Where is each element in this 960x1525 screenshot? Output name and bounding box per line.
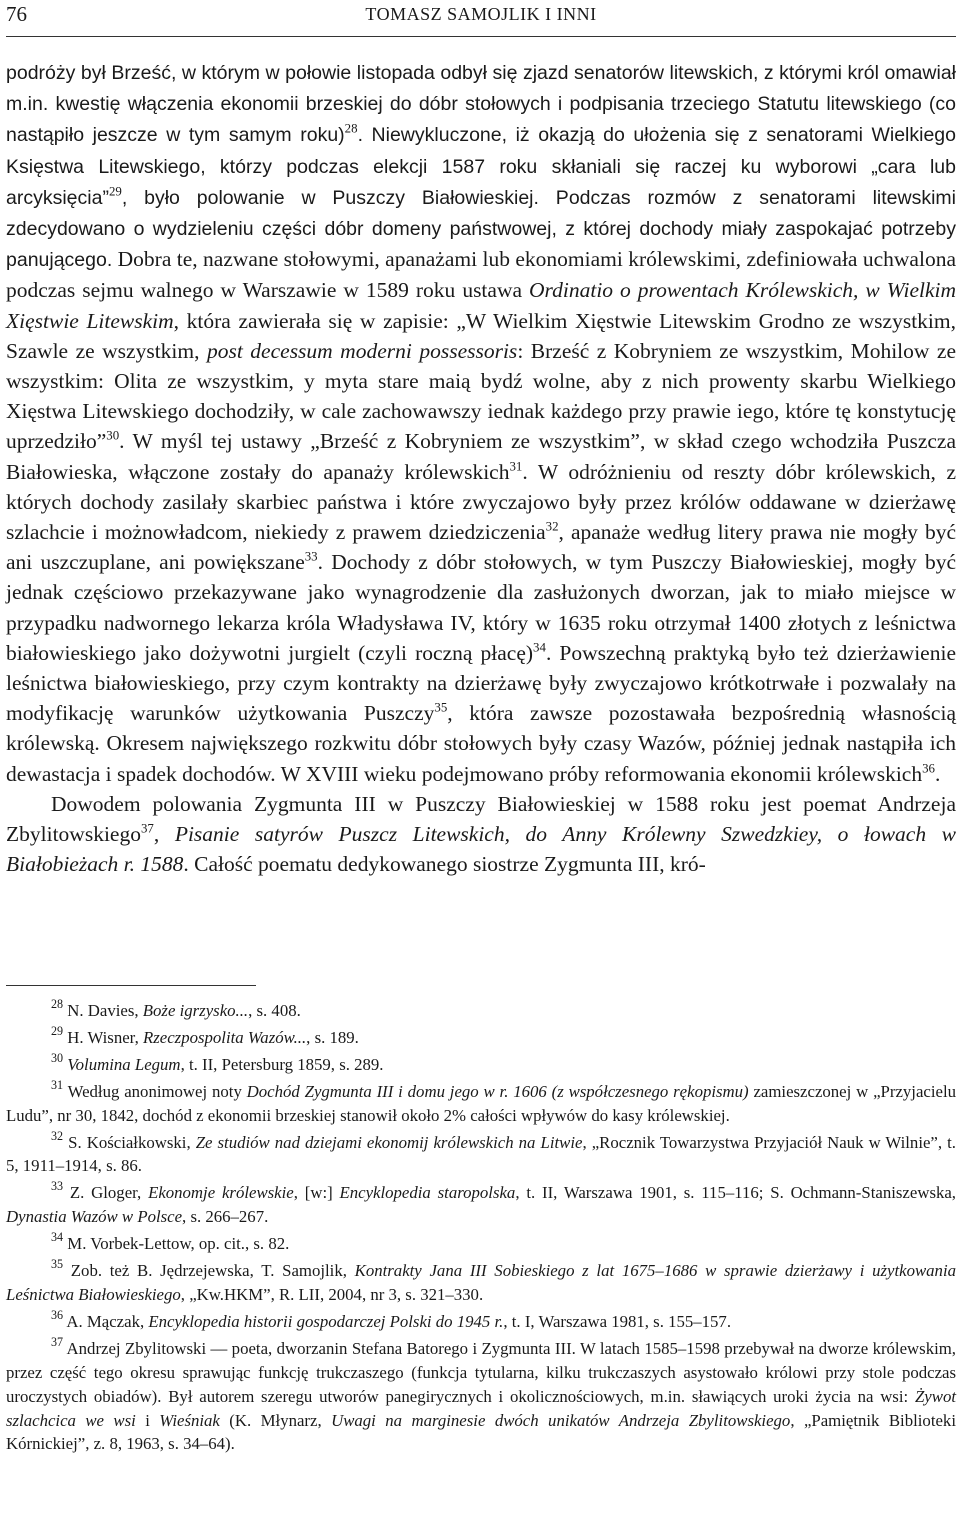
text-run: , „Pamiętnik Biblioteki Kórnickiej”, z. 8, 1963, s. 34–64). [6, 1410, 956, 1454]
footnote-ref: 34 [51, 1230, 64, 1245]
text-run: . W odróżnieniu od reszty dóbr królewskich, z których dochody zasilały skarbiec państwa i które zwyczajowo były przez królów oddawane w dzierżawę szlachcie i możnowładcom, niekiedy z prawem dziedziczenia [6, 459, 957, 545]
text-run: N. Davies, [63, 1001, 143, 1020]
text-run: , [153, 822, 175, 847]
footnote [6, 1181, 956, 1229]
footnote-ref: 36 [51, 1308, 64, 1323]
text-run: Dowodem polowania Zygmunta III w Puszczy Białowieskiej w 1588 roku jest poemat Andrzeja Zbylitowskiego [6, 791, 956, 847]
text-run: (K. Młynarz, [219, 1410, 332, 1430]
italic-text: Boże igrzysko... [142, 1001, 249, 1020]
footnote [6, 1232, 956, 1256]
footnote [6, 1026, 956, 1050]
text-run: H. Wisner, [63, 1027, 143, 1047]
text-run: Andrzej Zbylitowski — poeta, dworzanin Stefana Batorego i Zygmunta III. W latach 1585–1598 przebywał na dworze królewskim, przez część tego okresu sprawując funkcję trukczaszego (funkcja tytularna, kilku trukczaszych asystowało królowi przy stole podczas uroczystych obiadów). Był autorem szeregu utworów panegirycznych i okolicznościowych, m.in. sławiących uroki życia na wsi: [6, 1338, 956, 1406]
footnote-ref: 30 [51, 1050, 64, 1065]
text-run: , [w:] [293, 1183, 340, 1203]
footnote [6, 1259, 956, 1307]
italic-text: Ordinatio o prowentach Królewskich, w Wielkim Xięstwie Litewskim [6, 278, 956, 333]
italic-text: Encyklopedia staropolska [339, 1183, 516, 1203]
text-run: Według anonimowej noty [63, 1081, 247, 1101]
text-run: . W myśl tej ustawy „Brześć z Kobryniem ze wszystkim”, w skład czego wchodziła Puszcza Białowieska, włączone zostały do apanaży królewskich [6, 429, 956, 484]
text-run: , która zawierała się w zapisie: „W Wielkim Xięstwie Litewskim Grodno ze wszystkim, Szawle ze wszystkim, [6, 308, 956, 363]
footnotes [6, 999, 956, 1459]
running-head: TOMASZ SAMOJLIK I INNI [365, 4, 597, 24]
footnote-rule [6, 985, 256, 986]
footnote [6, 1128, 956, 1179]
italic-text: Wieśniak [159, 1410, 220, 1430]
page-header [6, 2, 956, 34]
text-run: Zob. też B. Jędrzejewska, T. Samojlik, [63, 1261, 355, 1281]
footnote-ref: 37 [51, 1334, 64, 1349]
text-run: i [135, 1410, 160, 1430]
body-paragraph [6, 789, 956, 880]
italic-text: Rzeczpospolita Wazów... [143, 1027, 307, 1047]
italic-text: Ekonomje królewskie [148, 1183, 294, 1203]
italic-text: Kontrakty Jana III Sobieskiego z lat 1675–1686 w sprawie dzierżawy i użytkowania Leśnictwa Białowieskiego [6, 1261, 956, 1304]
footnote [6, 1334, 956, 1457]
text-run: , „Rocznik Towarzystwa Przyjaciół Nauk w Wilnie”, t. 5, 1911–1914, s. 86. [6, 1132, 956, 1176]
text-run: zamieszczonej w „Przyjacielu Ludu”, nr 30, 1842, dochód z ekonomii brzeskiej stanowił około 2% całości wpływów do kasy królewskiej. [6, 1081, 957, 1125]
body-text [6, 57, 956, 879]
footnote-ref: 28 [51, 997, 64, 1012]
text-run: S. Kościałkowski, [63, 1132, 196, 1152]
text-run: , było polowanie w Puszczy Białowieskiej. Podczas rozmów z senatorami litewskimi zdecydowano o wydzieleniu części dóbr domeny państwowej, z której dochody miały zaspokajać potrzeby panującego. [6, 186, 956, 272]
italic-text: post decessum moderni possessoris [206, 338, 518, 363]
text-run: . Powszechną praktyką było też dzierżawienie leśnictwa białowieskiego, przy czym kontrakty na dzierżawę były zwyczajowo krótkotrwałe i pozwalały na modyfikację warunków użytkowania Puszczy [6, 640, 956, 726]
text-run: , s. 266–267. [182, 1207, 269, 1227]
text-run: A. Mączak, [63, 1311, 149, 1331]
footnote-ref: 32 [51, 1128, 64, 1143]
text-run: , „Kw.HKM”, R. LII, 2004, nr 3, s. 321–330. [180, 1284, 484, 1304]
italic-text: Dochód Zygmunta III i domu jego w r. 1606 (z współczesnego rękopismu) [246, 1081, 749, 1101]
document-page [6, 0, 956, 1525]
page-number: 76 [6, 2, 27, 26]
text-run: . [934, 761, 941, 786]
text-run: , która zawsze pozostawała bezpośrednią własnością królewską. Okresem największego rozkwitu dóbr stołowych były czasy Wazów, później jednak nastąpiła ich dewastacja i spadek dochodów. W XVIII wieku podejmowano próby reformowania ekonomii królewskich [6, 701, 956, 786]
footnote-ref: 32 [545, 519, 559, 534]
footnote-ref: 37 [140, 821, 154, 836]
text-run: Dobra te, nazwane stołowymi, apanażami lub ekonomiami królewskimi, zdefiniowała uchwalona podczas sejmu walnego w Warszawie w 1589 roku ustawa [6, 247, 956, 303]
body-paragraph [6, 57, 956, 789]
text-run: , t. II, Warszawa 1901, s. 115–116; S. Ochmann-Staniszewska, [515, 1183, 957, 1203]
footnote [6, 999, 956, 1023]
italic-text: Volumina Legum [67, 1054, 181, 1074]
text-run: , apanaże według litery prawa nie mogły być ani uszczuplane, ani powiększane [6, 520, 956, 575]
footnote-ref: 33 [51, 1179, 64, 1194]
header-rule [6, 36, 956, 37]
footnote-ref: 29 [51, 1024, 64, 1039]
italic-text: Żywot szlachcica we wsi [6, 1386, 956, 1430]
text-run: : Brześć z Kobryniem ze wszystkim, Mohilow ze wszystkim: Olita ze wszystkim, y myta stare maią bydź wolne, aby z nich prowenty skarbu Wielkiego Xięstwa Litewskiego dochodziły, w cale zachowawszy iednak każdego przy prawie iego, które tę konstytucję uprzedziło” [6, 338, 957, 454]
text-run: , s. 408. [248, 1001, 301, 1020]
text-run: podróży był Brześć, w którym w połowie listopada odbył się zjazd senatorów litewskich, z którymi król omawiał m.in. kwestię włączenia ekonomii brzeskiej do dóbr stołowych i podpisania trzeciego Statutu litewskiego (co nastąpiło jeszcze w tym samym roku) [6, 62, 956, 147]
footnote-ref: 35 [434, 700, 448, 715]
footnote [6, 1310, 956, 1334]
footnote-ref: 30 [106, 429, 120, 444]
text-run: . Niewykluczone, iż okazją do ułożenia się z senatorami Wielkiego Księstwa Litewskiego, którzy podczas elekcji 1587 roku skłaniali się raczej ku wyborowi „cara lub arcyksięcia” [6, 124, 956, 209]
footnote [6, 1077, 957, 1128]
text-run: M. Vorbek-Lettow, op. cit., s. 82. [63, 1234, 290, 1254]
italic-text: Pisanie satyrów Puszcz Litewskich, do Anny Królewny Szwedzkiey, o łowach w Białobieżach r. 1588 [6, 822, 956, 877]
footnote-ref: 31 [509, 459, 523, 474]
footnote-ref: 29 [108, 184, 122, 199]
italic-text: Dynastia Wazów w Polsce [6, 1207, 183, 1227]
text-run: . Dochody z dóbr stołowych, w tym Puszczy Białowieskiej, mogły być jednak częściowo przekazywane jako wynagrodzenie dla zasłużonych dworzan, jak to miało miejsce w przypadku nadwornego lekarza króla Władysława IV, który w 1635 roku otrzymał 1400 złotych z leśnictwa białowieskiego jako dożywotni jurgielt (czyli roczną płacę) [6, 550, 956, 665]
footnote-ref: 31 [51, 1077, 64, 1092]
italic-text: Uwagi na marginesie dwóch unikatów Andrzeja Zbylitowskiego [331, 1410, 791, 1430]
footnote-ref: 35 [51, 1257, 64, 1272]
footnote-ref: 36 [922, 761, 935, 776]
text-run: , t. I, Warszawa 1981, s. 155–157. [503, 1311, 732, 1331]
text-run: Z. Gloger, [63, 1183, 149, 1203]
italic-text: Encyklopedia historii gospodarczej Polski do 1945 r. [148, 1311, 504, 1331]
footnote [6, 1050, 956, 1077]
footnote-ref: 33 [304, 549, 318, 564]
footnote-ref: 28 [344, 122, 358, 137]
text-run: . Całość poematu dedykowanego siostrze Zygmunta III, kró- [183, 852, 706, 877]
text-run: , s. 189. [306, 1027, 359, 1047]
italic-text: Ze studiów nad dziejami ekonomij królewskich na Litwie [195, 1132, 583, 1152]
footnote-ref: 34 [533, 640, 546, 655]
text-run: , t. II, Petersburg 1859, s. 289. [180, 1054, 384, 1074]
